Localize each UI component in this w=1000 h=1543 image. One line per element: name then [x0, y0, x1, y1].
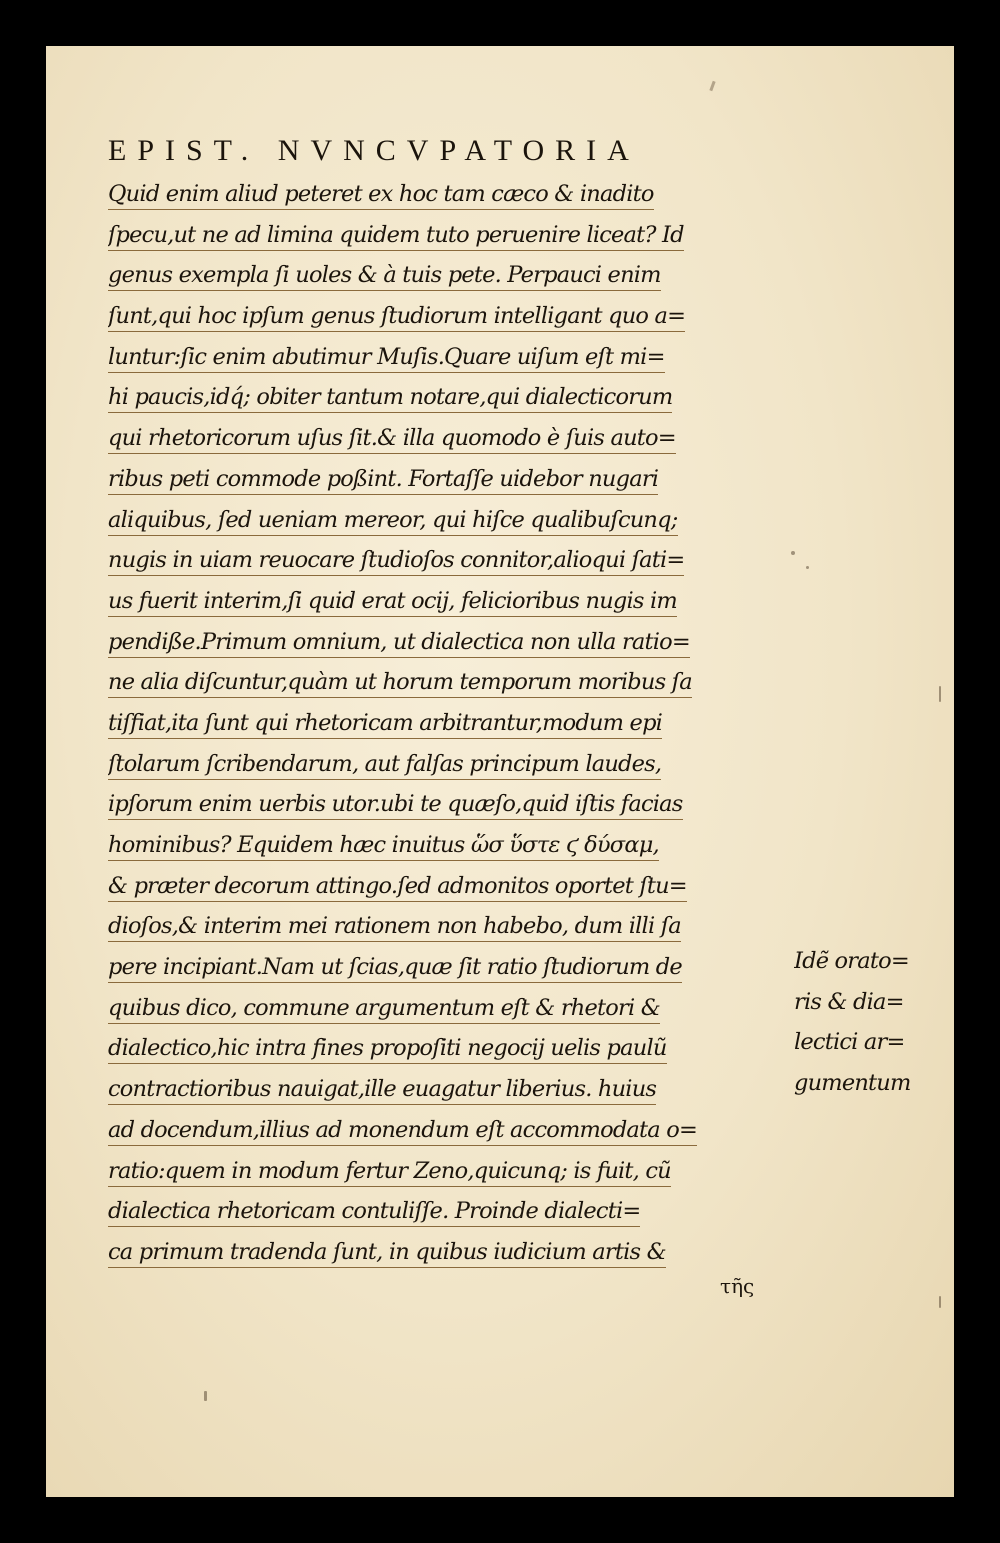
page-speck: [791, 551, 795, 555]
text-line-content: nugis in uiam reuocare ſtudioſos connitor,alioqui ſati=: [108, 547, 684, 576]
text-line: [108, 703, 772, 744]
text-line-content: ad docendum,illius ad monendum eſt accommodata o=: [108, 1117, 697, 1146]
text-line-content: ſunt,qui hoc ipſum genus ſtudiorum intelligant quo a=: [108, 303, 685, 332]
text-line-content: qui rhetoricorum uſus ſit.& illa quomodo è ſuis auto=: [108, 425, 676, 454]
text-line-content: dialectica rhetoricam contuliſſe. Proinde dialecti=: [108, 1198, 640, 1227]
text-line: [108, 500, 772, 541]
text-line-content: ca primum tradenda ſunt, in quibus iudicium artis &: [108, 1239, 666, 1268]
show-through-text: [836, 206, 926, 236]
text-line: [108, 337, 772, 378]
text-line-content: ſtolarum ſcribendarum, aut falſas principum laudes,: [108, 751, 661, 780]
text-line-content: ribus peti commode poßint. Fortaſſe uidebor nugari: [108, 466, 658, 495]
margin-note-line: lectici ar=: [794, 1029, 905, 1056]
running-head: EPIST. NVNCVPATORIA: [108, 134, 640, 167]
catchword: τῆς: [720, 1274, 755, 1298]
text-line-content: hominibus? Equidem hæc inuitus ὥσ ὕστε ϛ δύσαμ,: [108, 832, 659, 861]
text-line-content: contractioribus nauigat,ille euagatur liberius. huius: [108, 1076, 656, 1105]
text-line-content: hi paucis,idq́; obiter tantum notare,qui dialecticorum: [108, 384, 672, 413]
text-line: [108, 255, 772, 296]
text-line-content: ne alia diſcuntur,quàm ut horum temporum moribus ſa: [108, 669, 692, 698]
text-line: [108, 296, 772, 337]
margin-note-line: ris & dia=: [794, 988, 904, 1015]
text-line: [108, 906, 772, 947]
text-line: [108, 377, 772, 418]
text-line-content: dioſos,& interim mei rationem non habebo, dum illi ſa: [108, 913, 681, 942]
text-line-content: pendiße.Primum omnium, ut dialectica non ulla ratio=: [108, 629, 690, 658]
text-line-content: aliquibus, ſed ueniam mereor, qui hiſce qualibuſcunq;: [108, 507, 678, 536]
ink-mark: [709, 81, 715, 91]
text-line: [108, 744, 772, 785]
text-line-content: quibus dico, commune argumentum eſt & rhetori &: [108, 995, 660, 1024]
text-line-content: tiſfiat,ita ſunt qui rhetoricam arbitrantur,modum epi: [108, 710, 662, 739]
text-line: [108, 947, 772, 988]
text-line: [108, 662, 772, 703]
margin-note: [794, 941, 944, 1104]
text-line: [108, 825, 772, 866]
text-line: [108, 540, 772, 581]
text-line: [108, 581, 772, 622]
text-line: [108, 1069, 772, 1110]
text-line-content: & præter decorum attingo.ſed admonitos oportet ſtu=: [108, 873, 687, 902]
text-line: [108, 459, 772, 500]
book-page: [46, 46, 954, 1497]
margin-note-line: gumentum: [794, 1070, 911, 1097]
page-speck: [204, 1391, 207, 1401]
text-line: [108, 174, 772, 215]
text-line-content: Quid enim aliud peteret ex hoc tam cæco & inadito: [108, 181, 654, 210]
text-line-content: genus exempla ſi uoles & à tuis pete. Perpauci enim: [108, 262, 661, 291]
text-line-content: luntur:ſic enim abutimur Muſis.Quare uiſum eſt mi=: [108, 344, 665, 373]
text-line: [108, 1028, 772, 1069]
margin-note-line: Idẽ orato=: [794, 948, 909, 974]
body-text: [108, 174, 772, 1273]
text-line: [108, 1151, 772, 1192]
text-line: [108, 1232, 772, 1273]
page-speck: [806, 566, 809, 569]
text-line-content: ipſorum enim uerbis utor.ubi te quæſo,quid iſtis facias: [108, 791, 683, 820]
page-speck: [939, 686, 941, 702]
text-line: [108, 1191, 772, 1232]
text-line-content: ratio:quem in modum fertur Zeno,quicunq; is fuit, cũ: [108, 1158, 671, 1187]
text-line: [108, 784, 772, 825]
text-line: [108, 988, 772, 1029]
text-line-content: us fuerit interim,ſi quid erat ocij, felicioribus nugis im: [108, 588, 677, 617]
text-line: [108, 866, 772, 907]
text-line: [108, 1110, 772, 1151]
text-line: [108, 215, 772, 256]
text-line: [108, 622, 772, 663]
text-line: [108, 418, 772, 459]
text-line-content: dialectico,hic intra fines propoſiti negocij uelis paulũ: [108, 1035, 667, 1064]
text-line-content: ſpecu,ut ne ad limina quidem tuto peruenire liceat? Id: [108, 222, 684, 251]
text-line-content: pere incipiant.Nam ut ſcias,quæ ſit ratio ſtudiorum de: [108, 954, 682, 983]
page-speck: [939, 1296, 941, 1308]
